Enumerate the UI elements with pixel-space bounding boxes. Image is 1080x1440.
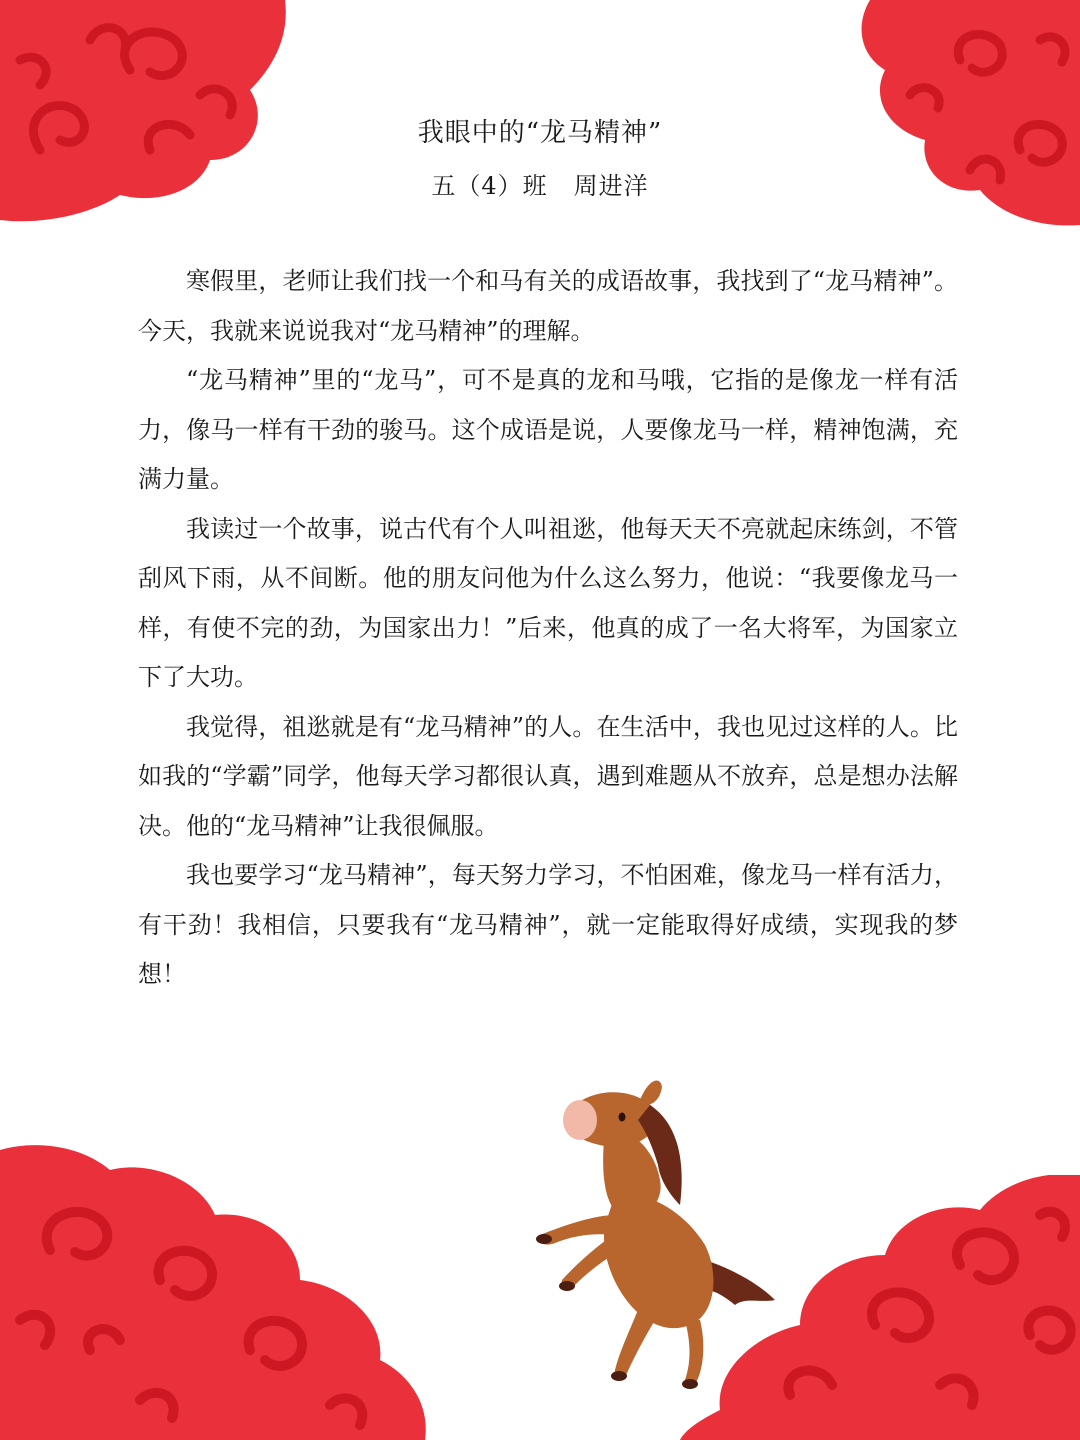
byline — [0, 166, 1080, 201]
paragraph-5: 我也要学习“龙马精神”，每天努力学习，不怕困难，像龙马一样有活力，有干劲！我相信，只要我有“龙马精神”，就一定能取得好成绩，实现我的梦想！ — [138, 861, 958, 988]
paragraph-1: 寒假里，老师让我们找一个和马有关的成语故事，我找到了“龙马精神”。今天，我就来说说我对“龙马精神”的理解。 — [138, 267, 958, 345]
horse-illustration — [520, 1075, 790, 1390]
essay-body — [138, 257, 958, 1000]
red-cloud-bottom-left-decoration — [0, 1140, 430, 1440]
paragraph-3: 我读过一个故事，说古代有个人叫祖逖，他每天天不亮就起床练剑，不管刮风下雨，从不间断。他的朋友问他为什么这么努力，他说：“我要像龙马一样，有使不完的劲，为国家出力！”后来，他真的成了一名大将军，为国家立下了大功。 — [138, 514, 958, 691]
author-name: 周进洋 — [573, 172, 649, 200]
class-name: 五（4）班 — [431, 172, 548, 200]
essay-title: 我眼中的“龙马精神” — [417, 118, 663, 148]
paragraph-2: “龙马精神”里的“龙马”，可不是真的龙和马哦，它指的是像龙一样有活力，像马一样有干劲的骏马。这个成语是说，人要像龙马一样，精神饱满，充满力量。 — [138, 366, 958, 493]
paragraph-4: 我觉得，祖逖就是有“龙马精神”的人。在生活中，我也见过这样的人。比如我的“学霸”同学，他每天学习都很认真，遇到难题从不放弃，总是想办法解决。他的“龙马精神”让我很佩服。 — [138, 712, 958, 840]
